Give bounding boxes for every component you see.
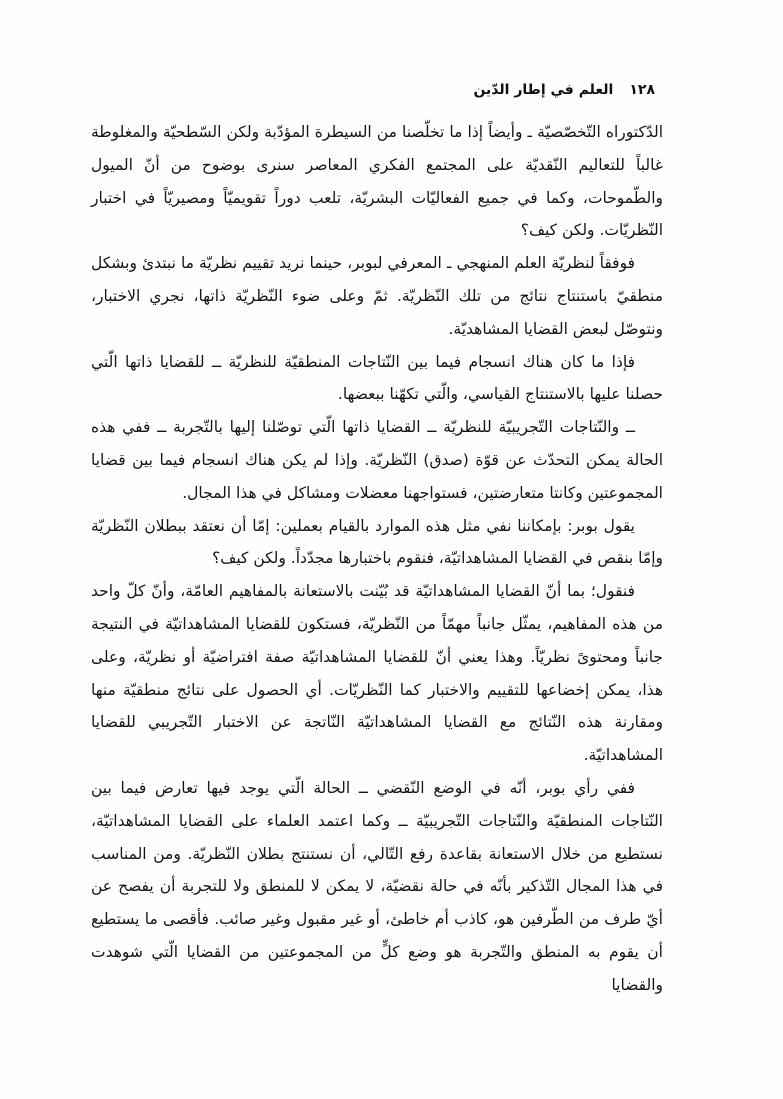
paragraph: ففي رأي بوبر، أنّه في الوضع النّقضي ــ الحالة الّتي يوجد فيها تعارض فيما بين النّتاجات المنطقيّة والنّتاجات التّجريبيّة ــ وكما اعتمد العلماء على القضايا المشاهداتيّة، نستطيع من خلال الاستعانة بقاعدة رفع التّالي، أن نستنتج بطلان النّظريّة. ومن المناسب في هذا المجال التّذكير بأنّه في حالة نقضيّة، لا يمكن لا للمنطق ولا للتجربة أن يفصح عن أيّ طرف من الطّرفين هو، كاذب أم خاطئ، أو غير مقبول وغير صائب. فأقصى ما يستطيع أن يقوم به المنطق والتّجربة هو وضع كلٍّ من المجموعتين من القضايا الّتي شوهدت والقضايا: [91, 778, 663, 994]
page-header: [473, 82, 655, 98]
paragraph: يقول بوبر: بإمكاننا نفي مثل هذه الموارد بالقيام بعملين: إمّا أن نعتقد ببطلان النّظريّة وإمّا بنقص في القضايا المشاهداتيّة، فنقوم باختبارها مجدّداً. ولكن كيف؟: [91, 516, 663, 568]
paragraph: فإذا ما كان هناك انسجام فيما بين النّتاجات المنطقيّة للنظريّة ــ للقضايا ذاتها الّتي حصلنا عليها بالاستنتاج القياسي، والّتي تكهّنا ببعضها.: [91, 352, 663, 404]
paragraph: فوفقاً لنظريّة العلم المنهجي ـ المعرفي لبوبر، حينما نريد تقييم نظريّة ما نبتدئ وبشكل منطقيّ باستنتاج نتائج من تلك النّظريّة. ثمّ وعلى ضوء النّظريّة ذاتها، نجري الاختبار، ونتوصّل لبعض القضايا المشاهديّة.: [91, 254, 663, 338]
paragraph: الدّكتوراه التّخصّصيّة ـ وأيضاً إذا ما تخلّصنا من السيطرة المؤدّبة ولكن السّطحيّة والمغلوطة غالباً للتعاليم النّقديّة على المجتمع الفكري المعاصر سنرى بوضوح من أنّ الميول والطّموحات، وكما في جميع الفعاليّات البشريّة، تلعب دوراً تقويميّاً ومصيريّاً في اختبار النّظريّات. ولكن كيف؟: [91, 123, 663, 240]
page-number: ١٢٨: [629, 82, 655, 98]
paragraph: ــ والنّتاجات التّجريبيّة للنظريّة ــ القضايا ذاتها الّتي توصّلنا إليها بالتّجربة ــ ففي هذه الحالة يمكن التحدّث عن قوّة (صدق) النّظريّة. وإذا لم يكن هناك انسجام فيما بين قضايا المجموعتين وكانتا متعارضتين، فستواجهنا معضلات ومشاكل في هذا المجال.: [91, 418, 663, 502]
running-title: العلم في إطار الدّين: [473, 82, 614, 98]
page-body: [91, 116, 663, 1002]
paragraph: فنقول؛ بما أنّ القضايا المشاهداتيّة قد بُيّنت بالاستعانة بالمفاهيم العامّة، وأنّ كلّ واحد من هذه المفاهيم، يمثّل جانباً مهمّاً من النّظريّة، فستكون للقضايا المشاهداتيّة في النتيجة جانباً ومحتوىً نظريّاً. وهذا يعني أنّ للقضايا المشاهداتيّة صفة افتراضيّة أو نظريّة، وعلى هذا، يمكن إخضاعها للتقييم والاختبار كما النّظريّات. أي الحصول على نتائج منطقيّة منها ومقارنة هذه النّتائج مع القضايا المشاهداتيّة النّاتجة عن الاختبار التّجريبي للقضايا المشاهداتيّة.: [91, 582, 663, 765]
